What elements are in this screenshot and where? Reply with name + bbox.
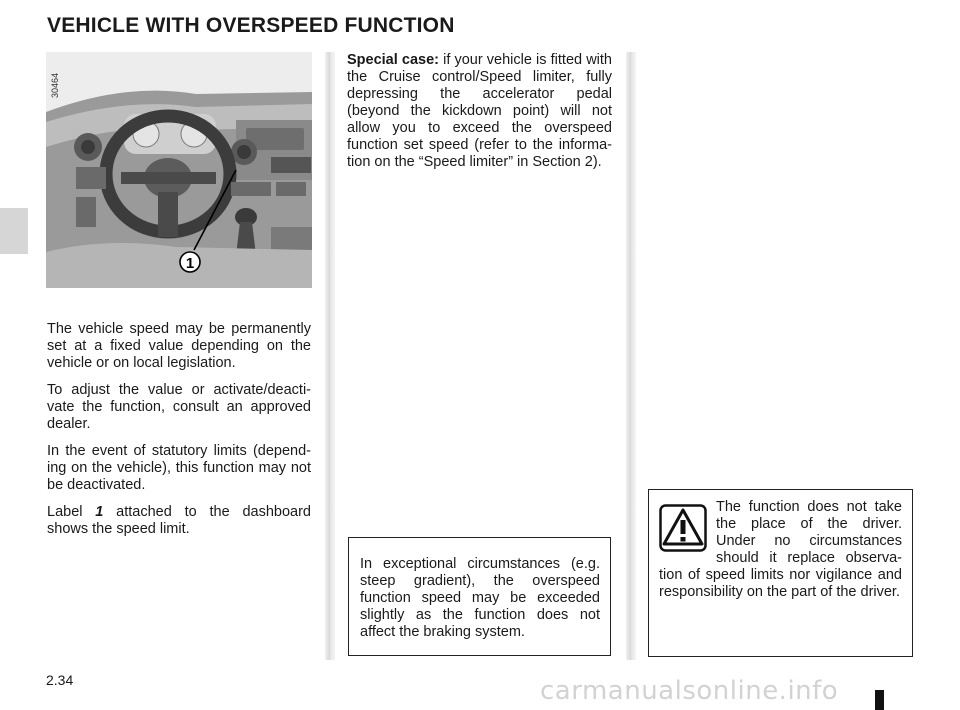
special-case-label: Special case: [347, 52, 439, 68]
warning-box [648, 489, 913, 657]
paragraph: To adjust the value or activate/deacti-vate the function, consult an approved dealer. [47, 382, 311, 432]
figure-callout: 1 [185, 255, 195, 272]
paragraph-text: attached to the dashboard shows the speed limit. [47, 504, 311, 537]
figure-code: 30464 [50, 72, 60, 98]
paragraph: The vehicle speed may be permanently set at a fixed value depending on the vehicle or on local legislation. [47, 321, 311, 371]
column-divider [626, 52, 636, 660]
watermark: carmanualsonline.info [540, 676, 839, 706]
corner-mark [875, 690, 884, 710]
page-number: 2.34 [46, 672, 74, 688]
paragraph-text: if your vehicle is fitted with the Cruise control/Speed limiter, fully depressing the accelerator pedal (beyond the kickdown point) will not allow you to exceed the overspeed function set speed (refer to the informa-tion on the “Speed limiter” in Section 2). [347, 52, 612, 170]
paragraph: In the event of statutory limits (depend-ing on the vehicle), this function may not be deactivated. [47, 443, 311, 493]
note-text: In exceptional circumstances (e.g. steep gradient), the overspeed function speed may be exceeded slightly as the function does not affect the braking system. [360, 556, 600, 640]
section-tab [0, 208, 28, 254]
warning-text: The function does not take the place of the driver. Under no circumstances should it replace observa-tion of speed limits nor vigilance and responsibility on the part of the driver. [659, 499, 902, 600]
page-title: VEHICLE WITH OVERSPEED FUNCTION [47, 14, 455, 37]
column-divider [325, 52, 335, 660]
left-column [47, 321, 311, 548]
middle-column [347, 52, 612, 181]
warning-triangle-icon [659, 504, 707, 552]
paragraph-text: Label [47, 504, 96, 520]
note-box [348, 537, 611, 656]
paragraph [347, 52, 612, 171]
label-reference: 1 [95, 504, 104, 520]
paragraph [47, 504, 311, 538]
dashboard-illustration [46, 52, 312, 288]
